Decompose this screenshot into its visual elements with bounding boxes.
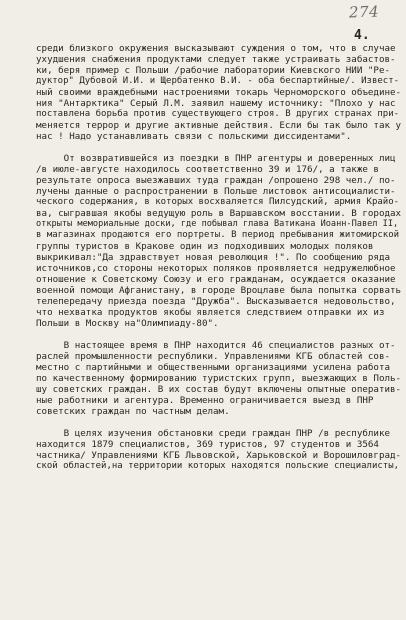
page-text <box>36 43 404 472</box>
text-line: /в июле-августе находилось соответственно 39 и 176/, а также в <box>36 164 379 175</box>
text-line: раслей промышленности республики. Управлениями КГБ областей сов- <box>36 351 391 362</box>
text-line: дуктор" Дубовой И.И. и Щербатенко В.И. - оба беспартийные/. Извест- <box>36 76 400 86</box>
text-line: ческого содержания, в которых восхваляется Пилсудский, армия Крайо- <box>36 197 400 207</box>
text-line: ва, сыгравшая якобы ведущую роль в Варшавском восстании. В городах <box>36 208 402 219</box>
text-line: советских граждан по частным делам. <box>36 406 230 417</box>
text-line: что нехватка продуктов якобы является следствием отправки их из <box>36 307 385 318</box>
text-line: шу советских граждан. В их состав будут включены опытные оператив- <box>36 384 402 395</box>
text-line: отношение к Советскому Союзу и его гражданам, осуждается оказание <box>36 274 396 285</box>
paragraph <box>36 428 404 472</box>
text-line: В целях изучения обстановки среди граждан ПНР /в республике <box>36 428 391 439</box>
text-line: военной помощи Афганистану, в городе Вроцлаве была попытка сорвать <box>36 285 402 296</box>
text-line: лучены данные о распространении в Польше листовок антисоциалисти- <box>36 186 396 197</box>
text-line: ской областей,на территории которых находятся польские специалисты, <box>36 461 400 471</box>
text-line: среди близкого окружения высказывают суждения о том, что в случае <box>36 43 396 54</box>
text-line: ния "Антарктика" Серый Л.М. заявил нашему источнику: "Плохо у нас <box>36 98 396 109</box>
text-line: источников,со стороны некоторых поляков проявляется недружелюбное <box>36 263 396 274</box>
text-line: нас ! Надо устанавливать связи с польскими диссидентами". <box>36 131 352 142</box>
text-line: по качественному формированию туристских групп, выезжающих в Поль- <box>36 373 402 384</box>
text-line: поставлена борьба против существующего строя. В других странах при- <box>36 109 400 119</box>
paragraph <box>36 340 404 417</box>
text-line: ный своими враждебными настроениями токарь Черноморского объедине- <box>36 87 402 98</box>
text-line: находится 1879 специалистов, 369 туристов, 97 студентов и 3564 <box>36 439 379 450</box>
text-line: в магазинах продаются его портреты. В период пребывания житомирской <box>36 230 400 240</box>
text-line: ки, беря пример с Польши /рабочие лаборатории Киевского НИИ "Ре- <box>36 65 391 76</box>
text-line: От возвратившейся из поездки в ПНР агентуры и доверенных лиц <box>36 153 396 164</box>
text-line: ные работники и агентура. Временно ограничивается выезд в ПНР <box>36 395 374 406</box>
paragraph <box>36 153 404 329</box>
paragraph-gap <box>36 329 404 340</box>
handwritten-page-number: 274 <box>348 2 380 22</box>
paragraph-gap <box>36 417 404 428</box>
text-line: выкрикивал:"Да здравствует новая революция !". По сообщению ряда <box>36 252 391 263</box>
text-line: результате опроса выезжавших туда граждан /опрошено 298 чел./ по- <box>36 175 396 186</box>
paragraph <box>36 43 404 142</box>
text-line: меняется террор и другие активные действия. Если бы так было так у <box>36 120 402 131</box>
paragraph-gap <box>36 142 404 153</box>
text-line: телепередачу приезда поезда "Дружба". Высказывается недовольство, <box>36 296 396 307</box>
text-line: местно с партийными и общественными организациями усилена работа <box>36 362 391 373</box>
text-line: ухудшения снабжения продуктами следует также устраивать забастов- <box>36 54 396 65</box>
text-line: частника/ Управлениями КГБ Львовской, Харьковской и Ворошиловград- <box>36 450 402 461</box>
text-line: Польши в Москву на"Олимпиаду-80". <box>36 318 219 329</box>
text-line: группы туристов в Кракове один из подходивших молодых поляков <box>36 241 374 252</box>
text-line: В настоящее время в ПНР находится 46 специалистов разных от- <box>36 340 396 351</box>
text-line: открыты мемориальные доски, где побывал глава Ватикана Иоанн-Павел II, <box>36 219 399 229</box>
page-number: 4. <box>354 28 370 43</box>
